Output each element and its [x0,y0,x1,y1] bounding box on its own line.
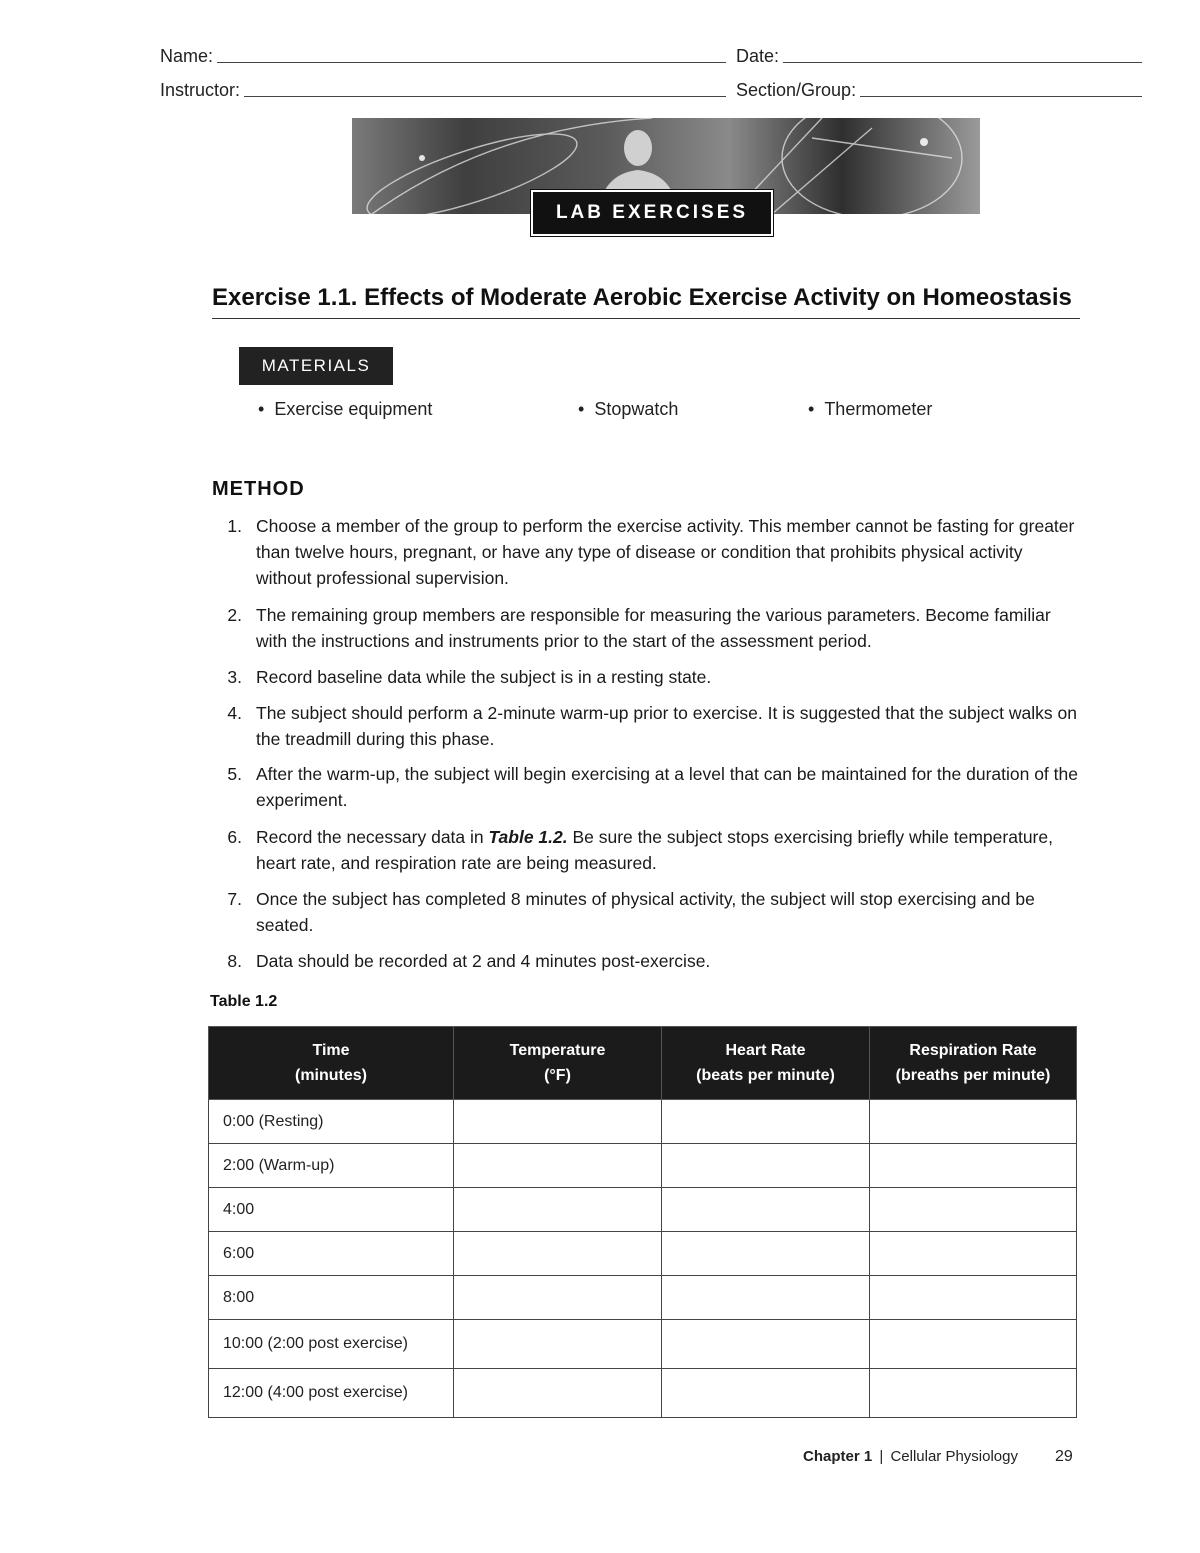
section-group-label: Section/Group: [736,80,857,100]
section-group-line[interactable] [860,95,1142,97]
table-reference: Table 1.2. [488,827,568,847]
method-heading: METHOD [212,478,305,500]
time-cell: 8:00 [209,1276,454,1320]
step-number: 8. [227,951,242,971]
time-cell: 12:00 (4:00 post exercise) [209,1369,454,1418]
step-text: Data should be recorded at 2 and 4 minutes post-exercise. [256,951,711,971]
step-text: Once the subject has completed 8 minutes of physical activity, the subject will stop exercising and be seated. [256,889,1035,935]
instructor-line[interactable] [244,95,726,97]
column-header-heart-rate: Heart Rate (beats per minute) [662,1027,870,1100]
bullet-icon: • [578,399,585,419]
temperature-cell[interactable] [454,1320,662,1369]
materials-heading: MATERIALS [239,347,393,385]
materials-item: • Thermometer [808,399,933,419]
step-number: 5. [227,764,242,784]
step-text: Choose a member of the group to perform the exercise activity. This member cannot be fasting for greater than twelve hours, pregnant, or have any type of disease or condition that prohibits physical activity without professional supervision. [256,516,1075,588]
respiration-rate-cell[interactable] [870,1369,1077,1418]
footer-subject: Cellular Physiology [890,1448,1018,1465]
heart-rate-cell[interactable] [662,1144,870,1188]
exercise-title: Exercise 1.1. Effects of Moderate Aerobic Exercise Activity on Homeostasis [212,284,1080,319]
table-row [209,1144,1077,1188]
page-number: 29 [1055,1448,1073,1465]
step-text: Record baseline data while the subject is in a resting state. [256,667,712,687]
time-cell: 6:00 [209,1232,454,1276]
step-number: 1. [227,516,242,536]
step-number: 3. [227,667,242,687]
data-table [208,1026,1077,1418]
page-footer [803,1448,1018,1465]
temperature-cell[interactable] [454,1188,662,1232]
footer-chapter: Chapter 1 [803,1448,873,1465]
date-label: Date: [736,46,780,66]
heart-rate-cell[interactable] [662,1276,870,1320]
heart-rate-cell[interactable] [662,1232,870,1276]
table-row [209,1188,1077,1232]
materials-item: • Stopwatch [578,399,679,419]
respiration-rate-cell[interactable] [870,1276,1077,1320]
lab-exercises-label: LAB EXERCISES [531,190,773,236]
step-number: 7. [227,889,242,909]
respiration-rate-cell[interactable] [870,1320,1077,1369]
temperature-cell[interactable] [454,1100,662,1144]
table-row [209,1369,1077,1418]
column-header-time: Time (minutes) [209,1027,454,1100]
name-label: Name: [160,46,214,66]
bullet-icon: • [808,399,815,419]
name-line[interactable] [217,61,726,63]
date-field[interactable] [736,46,1142,67]
table-header-row [209,1027,1077,1100]
table-row [209,1232,1077,1276]
temperature-cell[interactable] [454,1276,662,1320]
table-row [209,1100,1077,1144]
table-caption: Table 1.2 [210,993,278,1010]
instructor-field[interactable] [160,80,726,101]
temperature-cell[interactable] [454,1232,662,1276]
heart-rate-cell[interactable] [662,1369,870,1418]
respiration-rate-cell[interactable] [870,1188,1077,1232]
respiration-rate-cell[interactable] [870,1100,1077,1144]
column-header-temperature: Temperature (°F) [454,1027,662,1100]
date-line[interactable] [783,61,1142,63]
step-number: 6. [227,827,242,847]
table-row [209,1276,1077,1320]
instructor-label: Instructor: [160,80,241,100]
heart-rate-cell[interactable] [662,1320,870,1369]
temperature-cell[interactable] [454,1144,662,1188]
time-cell: 0:00 (Resting) [209,1100,454,1144]
step-text: Record the necessary data in Table 1.2. Be sure the subject stops exercising briefly while temperature, heart rate, and respiration rate are being measured. [256,827,1053,873]
materials-item: • Exercise equipment [258,399,433,419]
respiration-rate-cell[interactable] [870,1144,1077,1188]
name-field[interactable] [160,46,726,67]
heart-rate-cell[interactable] [662,1100,870,1144]
footer-separator: | [879,1448,884,1465]
step-text: The remaining group members are responsible for measuring the various parameters. Become familiar with the instructions and instruments prior to the start of the assessment period. [256,605,1051,651]
section-group-field[interactable] [736,80,1142,101]
respiration-rate-cell[interactable] [870,1232,1077,1276]
step-text: After the warm-up, the subject will begin exercising at a level that can be maintained for the duration of the experiment. [256,764,1078,810]
step-number: 2. [227,605,242,625]
column-header-respiration-rate: Respiration Rate (breaths per minute) [870,1027,1077,1100]
time-cell: 4:00 [209,1188,454,1232]
time-cell: 2:00 (Warm-up) [209,1144,454,1188]
heart-rate-cell[interactable] [662,1188,870,1232]
time-cell: 10:00 (2:00 post exercise) [209,1320,454,1369]
temperature-cell[interactable] [454,1369,662,1418]
table-row [209,1320,1077,1369]
bullet-icon: • [258,399,265,419]
step-number: 4. [227,703,242,723]
step-text: The subject should perform a 2-minute warm-up prior to exercise. It is suggested that the subject walks on the treadmill during this phase. [256,703,1077,749]
